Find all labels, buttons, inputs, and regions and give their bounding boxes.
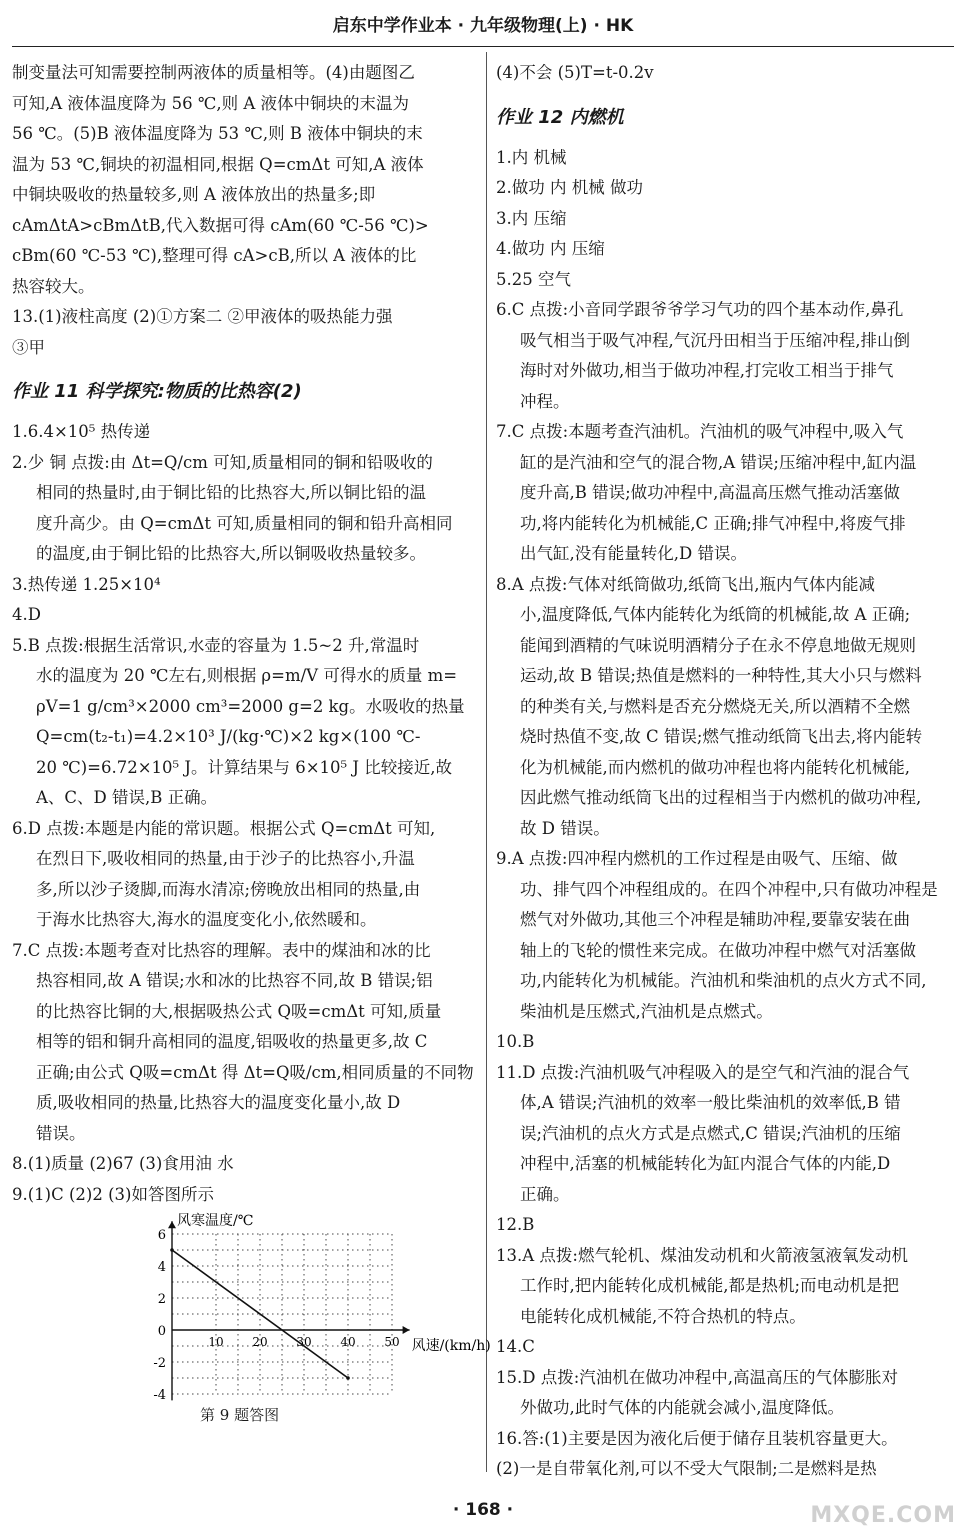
answer-line: 度升高,B 错误;做功冲程中,高温高压燃气推动活塞做: [520, 483, 900, 502]
answer-line: 相等的铝和铜升高相同的温度,铝吸收的热量更多,故 C: [36, 1032, 428, 1051]
y-tick-label: 0: [157, 1324, 166, 1339]
answer-line: 功,将内能转化为机械能,C 正确;排气冲程中,将废气排: [520, 513, 906, 533]
answer-line: 电能转化成机械能,不符合热机的特点。: [520, 1306, 806, 1326]
y-tick-label: 4: [157, 1260, 166, 1275]
answer-line: 的种类有关,与燃料是否充分燃烧无关,所以酒精不全燃: [520, 696, 910, 716]
answer-line: 15.D 点拨:汽油机在做功冲程中,高温高压的气体膨胀对: [496, 1367, 899, 1387]
left-column: [12, 58, 491, 1428]
answer-line: 的温度,由于铜比铅的比热容大,所以铜吸收热量较多。: [36, 544, 426, 563]
answer-line: 4.D: [12, 605, 41, 624]
answer-line: 8.(1)质量 (2)67 (3)食用油 水: [12, 1154, 234, 1173]
answer-line: 1.内 机械: [496, 147, 567, 167]
text-line: 中铜块吸收的热量较多,则 A 液体放出的热量多;即: [12, 185, 376, 204]
answer-line: 2.少 铜 点拨:由 Δt=Q/cm 可知,质量相同的铜和铅吸收的: [12, 452, 433, 472]
text-line: 56 ℃。(5)B 液体温度降为 53 ℃,则 B 液体中铜块的末: [12, 124, 423, 143]
answer-line: 13.A 点拨:燃气轮机、煤油发动机和火箭液氢液氧发动机: [496, 1245, 908, 1265]
y-tick-label: 6: [157, 1228, 166, 1243]
answer-line: 出气缸,没有能量转化,D 错误。: [520, 544, 747, 563]
answer-line: 5.25 空气: [496, 269, 571, 289]
answer-line: 燃气对外做功,其他三个冲程是辅助冲程,要靠安装在曲: [520, 910, 910, 929]
y-axis-label: 风寒温度/℃: [177, 1213, 254, 1230]
answer-line: 3.热传递 1.25×10⁴: [12, 574, 161, 594]
y-tick-label: -4: [153, 1388, 166, 1403]
answer-line: Q=cm(t₂-t₁)=4.2×10³ J/(kg·℃)×2 kg×(100 ℃-: [36, 727, 421, 746]
answer-line: 小,温度降低,气体内能转化为纸筒的机械能,故 A 正确;: [520, 605, 911, 624]
answer-line: 多,所以沙子烫脚,而海水清凉;傍晚放出相同的热量,由: [36, 879, 421, 899]
left-continued-text: [12, 58, 478, 363]
answer-line: 热容相同,故 A 错误;水和冰的比热容不同,故 B 错误;铝: [36, 971, 433, 990]
right-continued-text: [496, 58, 954, 89]
answer-line: 轴上的飞轮的惯性来完成。在做功冲程中燃气对活塞做: [520, 940, 916, 960]
answer-line: 功,内能转化为机械能。汽油机和柴油机的点火方式不同,: [520, 971, 927, 990]
right-answers: [496, 143, 954, 1485]
chart-caption: 第 9 题答图: [200, 1406, 280, 1424]
answer-line: 3.内 压缩: [496, 208, 567, 228]
text-line: 热容较大。: [12, 276, 95, 296]
answer-line: A、C、D 错误,B 正确。: [36, 788, 218, 807]
answer-line: 9.(1)C (2)2 (3)如答图所示: [12, 1184, 214, 1204]
answer-line: 20 ℃)=6.72×10⁵ J。计算结果与 6×10⁵ J 比较接近,故: [36, 757, 453, 777]
answer-line: 吸气相当于吸气冲程,气沉丹田相当于压缩冲程,排山倒: [520, 330, 910, 350]
answer-line: 误;汽油机的点火方式是点燃式,C 错误;汽油机的压缩: [520, 1123, 901, 1143]
answer-line: 水的温度为 20 ℃左右,则根据 ρ=m/V 可得水的质量 m=: [36, 666, 458, 685]
answer-line: 体,A 错误;汽油机的效率一般比柴油机的效率低,B 错: [520, 1093, 901, 1112]
text-line: 温为 53 ℃,铜块的初温相同,根据 Q=cmΔt 可知,A 液体: [12, 154, 424, 174]
text-line: 可知,A 液体温度降为 56 ℃,则 A 液体中铜块的末温为: [12, 93, 409, 113]
answer-line: 缸的是汽油和空气的混合物,A 错误;压缩冲程中,缸内温: [520, 452, 917, 472]
text-line: 制变量法可知需要控制两液体的质量相等。(4)由题图乙: [12, 63, 415, 82]
answer-line: 度升高少。由 Q=cmΔt 可知,质量相同的铜和铅升高相同: [36, 513, 453, 533]
answer-line: 工作时,把内能转化成机械能,都是热机;而电动机是把: [520, 1276, 900, 1295]
left-answers: [12, 417, 478, 1210]
y-tick-label: 2: [157, 1292, 166, 1307]
answer-line: 5.B 点拨:根据生活常识,水壶的容量为 1.5~2 升,常温时: [12, 635, 420, 655]
answer-line: 11.D 点拨:汽油机吸气冲程吸入的是空气和汽油的混合气: [496, 1062, 910, 1082]
answer-line: 因此燃气推动纸筒飞出的过程相当于内燃机的做功冲程,: [520, 788, 922, 807]
data-point: [346, 1376, 350, 1380]
text-line: 13.(1)液柱高度 (2)①方案二 ②甲液体的吸热能力强: [12, 307, 393, 326]
chart-svg: [142, 1212, 491, 1403]
answer-line: 于海水比热容大,海水的温度变化小,依然暖和。: [36, 910, 377, 929]
x-axis-label: 风速/(km/h): [411, 1338, 491, 1354]
answer-line: 烧时热值不变,故 C 错误;燃气推动纸筒飞出去,将内能转: [520, 727, 923, 746]
answer-line: 错误。: [36, 1123, 86, 1143]
page-header: [12, 6, 954, 47]
answer-line: 冲程。: [520, 391, 570, 411]
answer-line: ρV=1 g/cm³×2000 cm³=2000 g=2 kg。水吸收的热量: [36, 696, 465, 716]
answer-line: 9.A 点拨:四冲程内燃机的工作过程是由吸气、压缩、做: [496, 849, 898, 868]
x-tick-label: 40: [340, 1335, 356, 1349]
answer-line: 冲程中,活塞的机械能转化为缸内混合气体的内能,D: [520, 1154, 891, 1173]
answer-line: 正确;由公式 Q吸=cmΔt 得 Δt=Q吸/cm,相同质量的不同物: [36, 1062, 474, 1082]
watermark-logo: MXQE.COM: [810, 1503, 956, 1528]
answer-line: 4.做功 内 压缩: [496, 239, 605, 258]
answer-line: 在烈日下,吸收相同的热量,由于沙子的比热容小,升温: [36, 849, 415, 868]
text-line: cBm(60 ℃-53 ℃),整理可得 cA>cB,所以 A 液体的比: [12, 246, 417, 265]
answer-line: 化为机械能,而内燃机的做功冲程也将内能转化机械能,: [520, 757, 910, 777]
answer-line: 2.做功 内 机械 做功: [496, 178, 643, 197]
answer-line: 能闻到酒精的气味说明酒精分子在永不停息地做无规则: [520, 635, 916, 655]
data-point: [170, 1248, 174, 1252]
answer-line: 7.C 点拨:本题考查汽油机。汽油机的吸气冲程中,吸入气: [496, 422, 904, 441]
wind-chill-chart: [142, 1212, 491, 1403]
x-tick-label: 30: [296, 1335, 312, 1349]
answer-line: 8.A 点拨:气体对纸筒做功,纸筒飞出,瓶内气体内能减: [496, 574, 875, 594]
answer-line: 7.C 点拨:本题考查对比热容的理解。表中的煤油和冰的比: [12, 940, 431, 960]
answer-line: 相同的热量时,由于铜比铅的比热容大,所以铜比铅的温: [36, 483, 426, 502]
answer-line: 6.D 点拨:本题是内能的常识题。根据公式 Q=cmΔt 可知,: [12, 818, 436, 838]
x-tick-label: 10: [208, 1335, 224, 1349]
text-line: (4)不会 (5)T=t-0.2v: [496, 63, 654, 82]
answer-line: 运动,故 B 错误;热值是燃料的一种特性,其大小只与燃料: [520, 666, 922, 685]
answer-line: 柴油机是压燃式,汽油机是点燃式。: [520, 1001, 773, 1021]
x-axis-arrow: [403, 1326, 410, 1334]
answer-line: 1.6.4×10⁵ 热传递: [12, 422, 151, 441]
answer-line: 正确。: [520, 1184, 570, 1204]
page-number: · 168 ·: [452, 1500, 514, 1520]
answer-line: 质,吸收相同的热量,比热容大的温度变化量小,故 D: [36, 1093, 401, 1112]
answer-line: 16.答:(1)主要是因为液化后便于储存且装机容量更大。: [496, 1428, 898, 1448]
answer-line: 12.B: [496, 1215, 535, 1234]
text-line: cAmΔtA>cBmΔtB,代入数据可得 cAm(60 ℃-56 ℃)>: [12, 215, 429, 235]
header-title: 启东中学作业本 · 九年级物理(上) · HK: [332, 16, 634, 36]
answer-line: 的比热容比铜的大,根据吸热公式 Q吸=cmΔt 可知,质量: [36, 1001, 442, 1021]
answer-line: 故 D 错误。: [520, 818, 610, 838]
answer-line: 海时对外做功,相当于做功冲程,打完收工相当于排气: [520, 361, 894, 380]
text-line: ③甲: [12, 337, 45, 357]
answer-line: (2)一是自带氧化剂,可以不受大气限制;二是燃料是热: [496, 1459, 877, 1478]
answer-line: 6.C 点拨:小音同学跟爷爷学习气功的四个基本动作,鼻孔: [496, 300, 904, 319]
answer-line: 14.C: [496, 1337, 535, 1356]
x-tick-label: 20: [252, 1335, 268, 1349]
y-tick-label: -2: [153, 1356, 166, 1371]
section-title-11: 作业 11 科学探究:物质的比热容(2): [12, 381, 302, 402]
answer-line: 功、排气四个冲程组成的。在四个冲程中,只有做功冲程是: [520, 879, 938, 899]
answer-line: 10.B: [496, 1032, 535, 1051]
section-title-12: 作业 12 内燃机: [496, 106, 624, 128]
answer-line: 外做功,此时气体的内能就会减小,温度降低。: [520, 1398, 844, 1417]
x-tick-label: 50: [384, 1335, 400, 1349]
column-divider: [486, 52, 487, 1472]
right-column: [496, 58, 954, 1485]
y-axis-arrow: [168, 1221, 176, 1228]
